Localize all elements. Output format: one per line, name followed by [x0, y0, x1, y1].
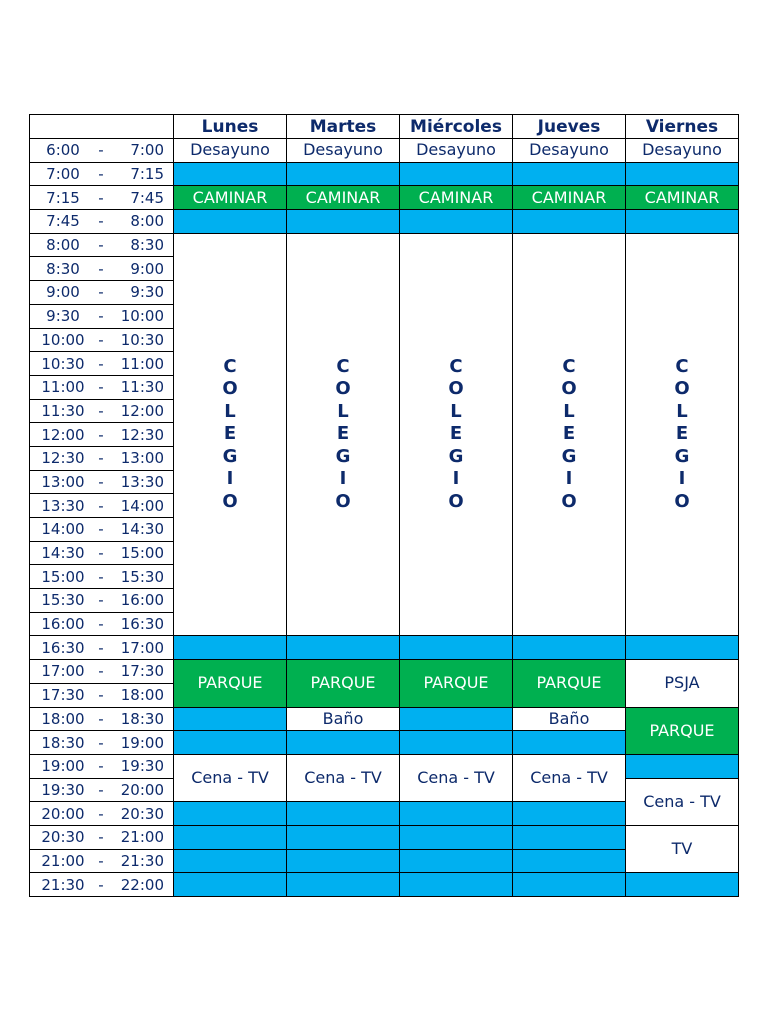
activity-cell-martes [287, 210, 400, 234]
activity-cell-lunes [174, 873, 287, 897]
time-end: 21:00 [120, 828, 164, 847]
time-start: 12:00 [41, 425, 85, 444]
time-range [30, 876, 173, 894]
time-end: 11:00 [120, 354, 164, 373]
time-range [30, 212, 173, 230]
time-end: 8:00 [130, 212, 164, 231]
time-end: 9:30 [130, 283, 164, 302]
time-end: 21:30 [120, 851, 164, 870]
time-end: 7:00 [130, 141, 164, 160]
time-end: 7:45 [130, 188, 164, 207]
time-slot-cell [30, 802, 174, 826]
time-separator: - [98, 733, 104, 752]
time-slot-cell [30, 873, 174, 897]
time-start: 6:00 [46, 141, 80, 160]
activity-cell-lunes: Desayuno [174, 139, 287, 163]
activity-cell-lunes [174, 731, 287, 755]
activity-cell-lunes [174, 210, 287, 234]
time-range [30, 828, 173, 846]
activity-cell-martes [287, 873, 400, 897]
time-end: 8:30 [130, 236, 164, 255]
time-slot-cell [30, 683, 174, 707]
time-end: 22:00 [120, 875, 164, 894]
time-start: 19:00 [41, 757, 85, 776]
time-start: 7:15 [46, 188, 80, 207]
activity-cell-jueves [513, 233, 626, 636]
time-start: 9:00 [46, 283, 80, 302]
time-slot-cell [30, 470, 174, 494]
time-separator: - [98, 425, 104, 444]
time-slot-cell [30, 186, 174, 210]
vertical-activity-label: C O L E G I O [674, 355, 690, 512]
activity-cell-lunes: CAMINAR [174, 186, 287, 210]
activity-cell-miércoles [400, 731, 513, 755]
time-start: 14:00 [41, 520, 85, 539]
time-row [30, 707, 739, 731]
activity-cell-martes [287, 233, 400, 636]
activity-cell-martes [287, 849, 400, 873]
activity-cell-jueves [513, 873, 626, 897]
activity-cell-viernes [626, 754, 739, 778]
activity-cell-miércoles [400, 849, 513, 873]
activity-cell-martes: Desayuno [287, 139, 400, 163]
time-start: 19:30 [41, 780, 85, 799]
time-slot-cell [30, 565, 174, 589]
time-start: 16:30 [41, 638, 85, 657]
time-range [30, 141, 173, 159]
time-start: 11:00 [41, 378, 85, 397]
time-separator: - [98, 141, 104, 160]
time-range [30, 283, 173, 301]
time-separator: - [98, 378, 104, 397]
time-range [30, 591, 173, 609]
activity-cell-miércoles [400, 707, 513, 731]
time-start: 10:00 [41, 330, 85, 349]
time-range [30, 520, 173, 538]
time-separator: - [98, 662, 104, 681]
time-range [30, 402, 173, 420]
day-header-lunes: Lunes [174, 115, 287, 139]
vertical-activity-label: C O L E G I O [448, 355, 464, 512]
time-separator: - [98, 520, 104, 539]
time-end: 19:00 [120, 733, 164, 752]
activity-cell-viernes: Desayuno [626, 139, 739, 163]
activity-cell-miércoles: Desayuno [400, 139, 513, 163]
time-end: 14:00 [120, 496, 164, 515]
time-separator: - [98, 236, 104, 255]
activity-cell-jueves [513, 731, 626, 755]
time-slot-cell [30, 352, 174, 376]
time-slot-cell [30, 446, 174, 470]
time-separator: - [98, 188, 104, 207]
activity-cell-martes: Cena - TV [287, 754, 400, 801]
activity-cell-lunes [174, 162, 287, 186]
time-end: 16:30 [120, 615, 164, 634]
time-end: 18:30 [120, 709, 164, 728]
time-separator: - [98, 472, 104, 491]
time-separator: - [98, 544, 104, 563]
time-slot-cell [30, 754, 174, 778]
time-start: 8:30 [46, 259, 80, 278]
vertical-activity-label: C O L E G I O [222, 355, 238, 512]
time-end: 17:30 [120, 662, 164, 681]
time-separator: - [98, 804, 104, 823]
activity-cell-jueves [513, 802, 626, 826]
time-row [30, 825, 739, 849]
time-slot-cell [30, 328, 174, 352]
time-range [30, 544, 173, 562]
time-slot-cell [30, 612, 174, 636]
activity-cell-jueves [513, 636, 626, 660]
time-separator: - [98, 615, 104, 634]
activity-cell-martes: Baño [287, 707, 400, 731]
activity-cell-martes [287, 636, 400, 660]
activity-cell-lunes [174, 233, 287, 636]
activity-cell-jueves: Baño [513, 707, 626, 731]
time-slot-cell [30, 778, 174, 802]
day-header-viernes: Viernes [626, 115, 739, 139]
activity-cell-miércoles: Cena - TV [400, 754, 513, 801]
time-range [30, 497, 173, 515]
activity-cell-miércoles [400, 233, 513, 636]
time-separator: - [98, 709, 104, 728]
time-end: 17:00 [120, 638, 164, 657]
time-separator: - [98, 354, 104, 373]
time-slot-cell [30, 731, 174, 755]
time-separator: - [98, 591, 104, 610]
activity-cell-jueves [513, 849, 626, 873]
time-separator: - [98, 780, 104, 799]
activity-cell-jueves [513, 162, 626, 186]
time-start: 7:00 [46, 165, 80, 184]
time-end: 12:00 [120, 401, 164, 420]
time-start: 16:00 [41, 615, 85, 634]
time-range [30, 805, 173, 823]
time-range [30, 662, 173, 680]
activity-cell-martes [287, 731, 400, 755]
time-range [30, 781, 173, 799]
time-row [30, 873, 739, 897]
time-start: 10:30 [41, 354, 85, 373]
activity-cell-viernes [626, 233, 739, 636]
time-slot-cell [30, 825, 174, 849]
time-row [30, 210, 739, 234]
activity-cell-jueves [513, 210, 626, 234]
time-range [30, 165, 173, 183]
time-separator: - [98, 212, 104, 231]
time-range [30, 852, 173, 870]
time-separator: - [98, 828, 104, 847]
day-header-jueves: Jueves [513, 115, 626, 139]
time-start: 15:30 [41, 591, 85, 610]
time-slot-cell [30, 399, 174, 423]
time-start: 12:30 [41, 449, 85, 468]
time-end: 7:15 [130, 165, 164, 184]
time-row [30, 754, 739, 778]
activity-cell-martes [287, 802, 400, 826]
activity-cell-viernes [626, 636, 739, 660]
activity-cell-viernes: CAMINAR [626, 186, 739, 210]
activity-cell-lunes [174, 707, 287, 731]
weekly-schedule-table [29, 114, 739, 897]
time-slot-cell [30, 541, 174, 565]
activity-cell-miércoles [400, 162, 513, 186]
activity-cell-lunes: Cena - TV [174, 754, 287, 801]
time-end: 14:30 [120, 520, 164, 539]
activity-cell-viernes: TV [626, 825, 739, 872]
time-range [30, 639, 173, 657]
time-start: 13:00 [41, 472, 85, 491]
time-separator: - [98, 638, 104, 657]
time-start: 18:00 [41, 709, 85, 728]
time-separator: - [98, 496, 104, 515]
activity-cell-martes [287, 162, 400, 186]
activity-cell-martes: CAMINAR [287, 186, 400, 210]
time-slot-cell [30, 849, 174, 873]
time-row [30, 233, 739, 257]
time-range [30, 710, 173, 728]
corner-cell [30, 115, 174, 139]
activity-cell-lunes [174, 849, 287, 873]
time-row [30, 162, 739, 186]
time-separator: - [98, 165, 104, 184]
time-range [30, 686, 173, 704]
time-separator: - [98, 875, 104, 894]
time-end: 16:00 [120, 591, 164, 610]
activity-cell-martes: PARQUE [287, 660, 400, 707]
activity-cell-miércoles [400, 873, 513, 897]
time-row [30, 139, 739, 163]
time-slot-cell [30, 707, 174, 731]
time-range [30, 260, 173, 278]
activity-cell-viernes [626, 873, 739, 897]
time-start: 9:30 [46, 307, 80, 326]
time-range [30, 473, 173, 491]
time-range [30, 426, 173, 444]
time-end: 18:00 [120, 686, 164, 705]
time-start: 13:30 [41, 496, 85, 515]
time-end: 11:30 [120, 378, 164, 397]
time-separator: - [98, 567, 104, 586]
time-end: 19:30 [120, 757, 164, 776]
time-start: 11:30 [41, 401, 85, 420]
time-range [30, 615, 173, 633]
time-end: 13:00 [120, 449, 164, 468]
time-start: 17:00 [41, 662, 85, 681]
time-start: 20:00 [41, 804, 85, 823]
vertical-activity-label: C O L E G I O [561, 355, 577, 512]
time-range [30, 449, 173, 467]
activity-cell-lunes [174, 825, 287, 849]
activity-cell-viernes [626, 210, 739, 234]
activity-cell-miércoles [400, 825, 513, 849]
time-separator: - [98, 307, 104, 326]
time-row [30, 636, 739, 660]
activity-cell-jueves: CAMINAR [513, 186, 626, 210]
time-end: 20:00 [120, 780, 164, 799]
time-slot-cell [30, 589, 174, 613]
time-end: 20:30 [120, 804, 164, 823]
activity-cell-jueves: PARQUE [513, 660, 626, 707]
activity-cell-lunes [174, 636, 287, 660]
time-slot-cell [30, 636, 174, 660]
time-start: 21:30 [41, 875, 85, 894]
activity-cell-viernes: Cena - TV [626, 778, 739, 825]
time-range [30, 189, 173, 207]
time-slot-cell [30, 210, 174, 234]
time-end: 12:30 [120, 425, 164, 444]
time-end: 15:00 [120, 544, 164, 563]
time-end: 15:30 [120, 567, 164, 586]
time-slot-cell [30, 423, 174, 447]
time-end: 10:00 [120, 307, 164, 326]
time-separator: - [98, 686, 104, 705]
time-range [30, 307, 173, 325]
time-start: 17:30 [41, 686, 85, 705]
activity-cell-miércoles [400, 210, 513, 234]
time-start: 18:30 [41, 733, 85, 752]
time-start: 20:30 [41, 828, 85, 847]
vertical-activity-label: C O L E G I O [335, 355, 351, 512]
activity-cell-miércoles: CAMINAR [400, 186, 513, 210]
time-slot-cell [30, 494, 174, 518]
activity-cell-viernes: PSJA [626, 660, 739, 707]
time-row [30, 186, 739, 210]
time-slot-cell [30, 162, 174, 186]
time-start: 15:00 [41, 567, 85, 586]
activity-cell-viernes: PARQUE [626, 707, 739, 754]
time-range [30, 331, 173, 349]
activity-cell-martes [287, 825, 400, 849]
time-separator: - [98, 259, 104, 278]
time-separator: - [98, 851, 104, 870]
activity-cell-jueves: Desayuno [513, 139, 626, 163]
time-slot-cell [30, 257, 174, 281]
time-end: 9:00 [130, 259, 164, 278]
time-end: 10:30 [120, 330, 164, 349]
time-range [30, 355, 173, 373]
time-separator: - [98, 330, 104, 349]
time-range [30, 734, 173, 752]
day-header-miercoles: Miércoles [400, 115, 513, 139]
time-separator: - [98, 401, 104, 420]
time-range [30, 568, 173, 586]
time-slot-cell [30, 375, 174, 399]
activity-cell-lunes: PARQUE [174, 660, 287, 707]
activity-cell-miércoles [400, 636, 513, 660]
time-slot-cell [30, 304, 174, 328]
activity-cell-lunes [174, 802, 287, 826]
time-start: 14:30 [41, 544, 85, 563]
time-start: 21:00 [41, 851, 85, 870]
time-range [30, 757, 173, 775]
time-separator: - [98, 757, 104, 776]
activity-cell-viernes [626, 162, 739, 186]
time-separator: - [98, 283, 104, 302]
activity-cell-miércoles [400, 802, 513, 826]
time-slot-cell [30, 233, 174, 257]
time-slot-cell [30, 139, 174, 163]
time-slot-cell [30, 518, 174, 542]
header-row [30, 115, 739, 139]
time-row [30, 660, 739, 684]
time-slot-cell [30, 660, 174, 684]
time-range [30, 378, 173, 396]
activity-cell-jueves: Cena - TV [513, 754, 626, 801]
time-separator: - [98, 449, 104, 468]
time-range [30, 236, 173, 254]
time-start: 7:45 [46, 212, 80, 231]
time-slot-cell [30, 281, 174, 305]
day-header-martes: Martes [287, 115, 400, 139]
time-start: 8:00 [46, 236, 80, 255]
time-end: 13:30 [120, 472, 164, 491]
activity-cell-miércoles: PARQUE [400, 660, 513, 707]
activity-cell-jueves [513, 825, 626, 849]
